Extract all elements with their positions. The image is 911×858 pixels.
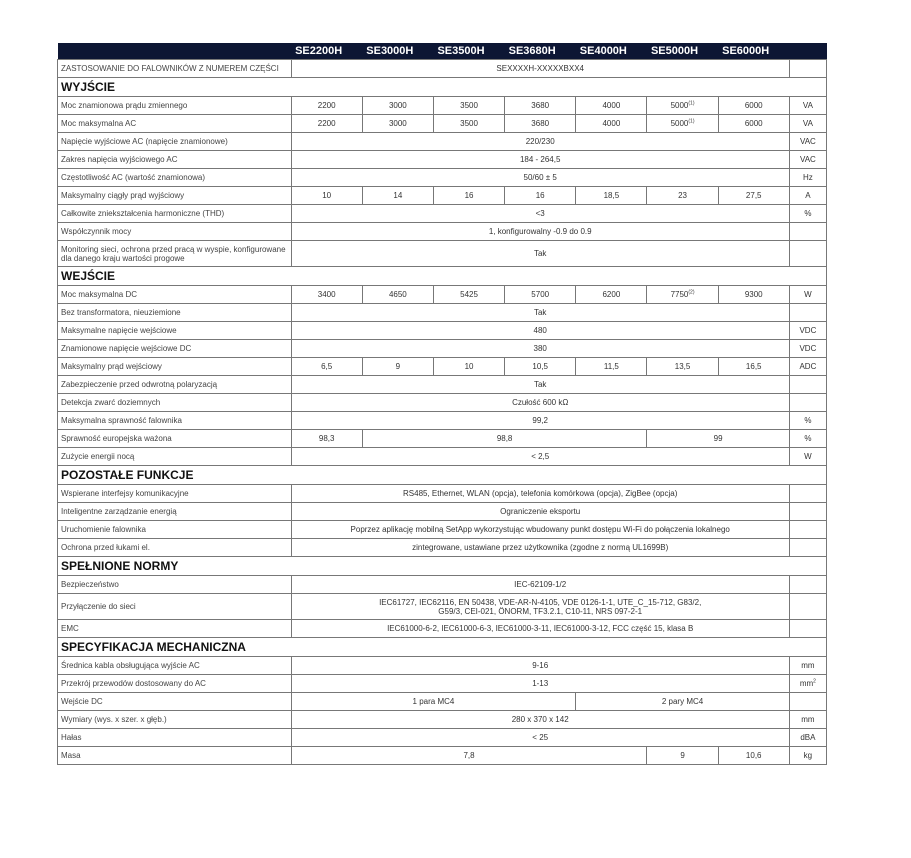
model-header: SE5000H <box>647 43 718 60</box>
row-unit: W <box>789 448 826 466</box>
row-unit: % <box>789 205 826 223</box>
value-line: IEC61727, IEC62116, EN 50438, VDE-AR-N-4105, VDE 0126-1-1, UTE_C_15-712, G83/2, <box>379 597 702 607</box>
row-value: 14 <box>362 187 433 205</box>
row-unit: W <box>789 286 826 304</box>
row-value: 4650 <box>362 286 433 304</box>
row-value: <3 <box>291 205 789 223</box>
row-label: Maksymalna sprawność falownika <box>58 412 292 430</box>
row-label: Przyłączenie do sieci <box>58 594 292 620</box>
row-value: RS485, Ethernet, WLAN (opcja), telefonia komórkowa (opcja), ZigBee (opcja) <box>291 485 789 503</box>
row-value: Tak <box>291 241 789 267</box>
value-text: 7750 <box>670 290 689 299</box>
row-label: Znamionowe napięcie wejściowe DC <box>58 340 292 358</box>
table-row <box>58 503 827 521</box>
section-title: SPECYFIKACJA MECHANICZNA <box>58 638 827 657</box>
row-value: 16 <box>433 187 504 205</box>
row-unit: VDC <box>789 322 826 340</box>
table-row <box>58 394 827 412</box>
value-text: 5000 <box>670 101 689 110</box>
row-unit: VAC <box>789 133 826 151</box>
row-value: 3400 <box>291 286 362 304</box>
footnote-mark: (2) <box>688 289 695 296</box>
row-value: 1, konfigurowalny -0.9 do 0.9 <box>291 223 789 241</box>
table-row <box>58 133 827 151</box>
table-row <box>58 286 827 304</box>
value-text: 5000 <box>670 119 689 128</box>
table-row <box>58 205 827 223</box>
row-value: 2200 <box>291 97 362 115</box>
row-value: 11,5 <box>576 358 647 376</box>
row-value: 3000 <box>362 97 433 115</box>
row-label: Moc maksymalna DC <box>58 286 292 304</box>
row-unit <box>789 693 826 711</box>
row-value: 1-13 <box>291 675 789 693</box>
row-value: 3680 <box>505 115 576 133</box>
row-unit <box>789 223 826 241</box>
section-title: SPEŁNIONE NORMY <box>58 557 827 576</box>
row-value: 2200 <box>291 115 362 133</box>
table-row <box>58 594 827 620</box>
row-value: 3500 <box>433 97 504 115</box>
row-value: 3000 <box>362 115 433 133</box>
row-unit: VAC <box>789 151 826 169</box>
row-value: Poprzez aplikację mobilną SetApp wykorzystując wbudowany punkt dostępu Wi-Fi do połączenia lokalnego <box>291 521 789 539</box>
row-label: Wspierane interfejsy komunikacyjne <box>58 485 292 503</box>
section-header-input <box>58 267 827 286</box>
row-unit: VA <box>789 115 826 133</box>
row-unit: kg <box>789 747 826 765</box>
row-value: 27,5 <box>718 187 789 205</box>
row-label: Moc maksymalna AC <box>58 115 292 133</box>
row-value: zintegrowane, ustawiane przez użytkownika (zgodne z normą UL1699B) <box>291 539 789 557</box>
row-label: Maksymalne napięcie wejściowe <box>58 322 292 340</box>
row-unit <box>789 304 826 322</box>
row-value: 18,5 <box>576 187 647 205</box>
table-row <box>58 115 827 133</box>
table-row <box>58 657 827 675</box>
row-label: EMC <box>58 620 292 638</box>
row-value: 3500 <box>433 115 504 133</box>
row-value: 99 <box>647 430 789 448</box>
table-row <box>58 304 827 322</box>
table-row <box>58 485 827 503</box>
table-row <box>58 97 827 115</box>
footnote-mark: (1) <box>688 118 695 125</box>
row-unit: mm <box>789 711 826 729</box>
row-label: Inteligentne zarządzanie energią <box>58 503 292 521</box>
row-unit <box>789 521 826 539</box>
table-row <box>58 620 827 638</box>
row-value: 9-16 <box>291 657 789 675</box>
model-header: SE4000H <box>576 43 647 60</box>
row-value: 98,3 <box>291 430 362 448</box>
row-value: 5425 <box>433 286 504 304</box>
table-row <box>58 430 827 448</box>
model-header: SE6000H <box>718 43 789 60</box>
table-row <box>58 223 827 241</box>
row-unit: VDC <box>789 340 826 358</box>
table-row <box>58 448 827 466</box>
table-row <box>58 747 827 765</box>
row-label: Zużycie energii nocą <box>58 448 292 466</box>
row-value: 6200 <box>576 286 647 304</box>
section-header-standards <box>58 557 827 576</box>
table-row <box>58 539 827 557</box>
row-value: 1 para MC4 <box>291 693 576 711</box>
row-value-with-note <box>647 97 718 115</box>
row-value: 184 - 264,5 <box>291 151 789 169</box>
row-value: 98,8 <box>362 430 647 448</box>
row-unit: A <box>789 187 826 205</box>
row-unit <box>789 539 826 557</box>
row-value: 4000 <box>576 97 647 115</box>
row-value: 99,2 <box>291 412 789 430</box>
header-blank <box>58 43 292 60</box>
row-unit <box>789 60 826 78</box>
row-label: ZASTOSOWANIE DO FALOWNIKÓW Z NUMEREM CZĘŚCI <box>58 60 292 78</box>
table-row <box>58 729 827 747</box>
spec-table <box>57 43 827 765</box>
table-row <box>58 151 827 169</box>
table-row <box>58 322 827 340</box>
table-row <box>58 358 827 376</box>
model-header-row <box>58 43 827 60</box>
row-label: Średnica kabla obsługująca wyjście AC <box>58 657 292 675</box>
row-value: Ograniczenie eksportu <box>291 503 789 521</box>
row-value: 480 <box>291 322 789 340</box>
row-value: 5700 <box>505 286 576 304</box>
row-unit <box>789 503 826 521</box>
row-value: 3680 <box>505 97 576 115</box>
row-unit <box>789 485 826 503</box>
table-row <box>58 693 827 711</box>
row-label: Sprawność europejska ważona <box>58 430 292 448</box>
row-label: Detekcja zwarć doziemnych <box>58 394 292 412</box>
row-label: Napięcie wyjściowe AC (napięcie znamionowe) <box>58 133 292 151</box>
row-value: Tak <box>291 304 789 322</box>
row-label: Ochrona przed łukami el. <box>58 539 292 557</box>
table-row <box>58 187 827 205</box>
table-row <box>58 576 827 594</box>
row-value: < 25 <box>291 729 789 747</box>
section-title: WEJŚCIE <box>58 267 827 286</box>
row-value: 6000 <box>718 115 789 133</box>
row-label: Moc znamionowa prądu zmiennego <box>58 97 292 115</box>
row-value: 16 <box>505 187 576 205</box>
row-value: 6,5 <box>291 358 362 376</box>
table-row <box>58 376 827 394</box>
row-value-with-note <box>647 286 718 304</box>
row-value: IEC-62109-1/2 <box>291 576 789 594</box>
unit-superscript: 2 <box>813 678 816 685</box>
table-row <box>58 241 827 267</box>
model-header: SE3500H <box>433 43 504 60</box>
row-label: Zakres napięcia wyjściowego AC <box>58 151 292 169</box>
row-value: 380 <box>291 340 789 358</box>
row-value: 23 <box>647 187 718 205</box>
row-label: Maksymalny prąd wejściowy <box>58 358 292 376</box>
row-value: 280 x 370 x 142 <box>291 711 789 729</box>
row-unit: dBA <box>789 729 826 747</box>
row-label: Współczynnik mocy <box>58 223 292 241</box>
row-unit <box>789 576 826 594</box>
row-label: Bezpieczeństwo <box>58 576 292 594</box>
row-value <box>291 594 789 620</box>
table-row <box>58 675 827 693</box>
row-value: 220/230 <box>291 133 789 151</box>
row-label: Hałas <box>58 729 292 747</box>
row-value: 50/60 ± 5 <box>291 169 789 187</box>
row-label: Całkowite zniekształcenia harmoniczne (THD) <box>58 205 292 223</box>
row-unit: ADC <box>789 358 826 376</box>
footnote-mark: (1) <box>688 100 695 107</box>
table-row <box>58 60 827 78</box>
row-label: Maksymalny ciągły prąd wyjściowy <box>58 187 292 205</box>
row-value: 9300 <box>718 286 789 304</box>
row-value: 13,5 <box>647 358 718 376</box>
row-value-with-note <box>647 115 718 133</box>
row-label: Przekrój przewodów dostosowany do AC <box>58 675 292 693</box>
table-row <box>58 711 827 729</box>
table-row <box>58 412 827 430</box>
table-row <box>58 340 827 358</box>
row-value: 4000 <box>576 115 647 133</box>
row-unit <box>789 376 826 394</box>
unit-text: mm <box>799 679 814 688</box>
section-header-other <box>58 466 827 485</box>
row-label: Wejście DC <box>58 693 292 711</box>
row-unit: % <box>789 412 826 430</box>
row-value: Tak <box>291 376 789 394</box>
row-unit <box>789 594 826 620</box>
row-unit <box>789 394 826 412</box>
table-row <box>58 169 827 187</box>
model-header: SE3000H <box>362 43 433 60</box>
header-blank <box>789 43 826 60</box>
table-row <box>58 521 827 539</box>
section-title: WYJŚCIE <box>58 78 827 97</box>
value-line: G59/3, CEI-021, ÖNORM, TF3.2.1, C10-11, NRS 097-2-1 <box>438 606 643 616</box>
row-unit: % <box>789 430 826 448</box>
row-value: 10 <box>433 358 504 376</box>
row-value: 10,6 <box>718 747 789 765</box>
row-value: IEC61000-6-2, IEC61000-6-3, IEC61000-3-11, IEC61000-3-12, FCC część 15, klasa B <box>291 620 789 638</box>
row-value: 10 <box>291 187 362 205</box>
row-value: Czułość 600 kΩ <box>291 394 789 412</box>
row-value: 7,8 <box>291 747 647 765</box>
row-unit: mm <box>789 657 826 675</box>
section-title: POZOSTAŁE FUNKCJE <box>58 466 827 485</box>
row-label: Wymiary (wys. x szer. x głęb.) <box>58 711 292 729</box>
row-value: 10,5 <box>505 358 576 376</box>
row-label: Monitoring sieci, ochrona przed pracą w wyspie, konfigurowane dla danego kraju wartości progowe <box>58 241 292 267</box>
row-label: Zabezpieczenie przed odwrotną polaryzacją <box>58 376 292 394</box>
section-header-mechanical <box>58 638 827 657</box>
row-unit <box>789 620 826 638</box>
row-unit: VA <box>789 97 826 115</box>
row-value: SEXXXXH-XXXXXBXX4 <box>291 60 789 78</box>
row-unit <box>789 241 826 267</box>
spec-sheet <box>57 43 827 765</box>
row-value: 2 pary MC4 <box>576 693 790 711</box>
row-label: Bez transformatora, nieuziemione <box>58 304 292 322</box>
row-value: 9 <box>362 358 433 376</box>
row-unit <box>789 675 826 693</box>
row-label: Częstotliwość AC (wartość znamionowa) <box>58 169 292 187</box>
row-label: Uruchomienie falownika <box>58 521 292 539</box>
model-header: SE3680H <box>505 43 576 60</box>
row-value: < 2,5 <box>291 448 789 466</box>
row-value: 16,5 <box>718 358 789 376</box>
section-header-output <box>58 78 827 97</box>
model-header: SE2200H <box>291 43 362 60</box>
row-unit: Hz <box>789 169 826 187</box>
row-value: 6000 <box>718 97 789 115</box>
row-value: 9 <box>647 747 718 765</box>
row-label: Masa <box>58 747 292 765</box>
